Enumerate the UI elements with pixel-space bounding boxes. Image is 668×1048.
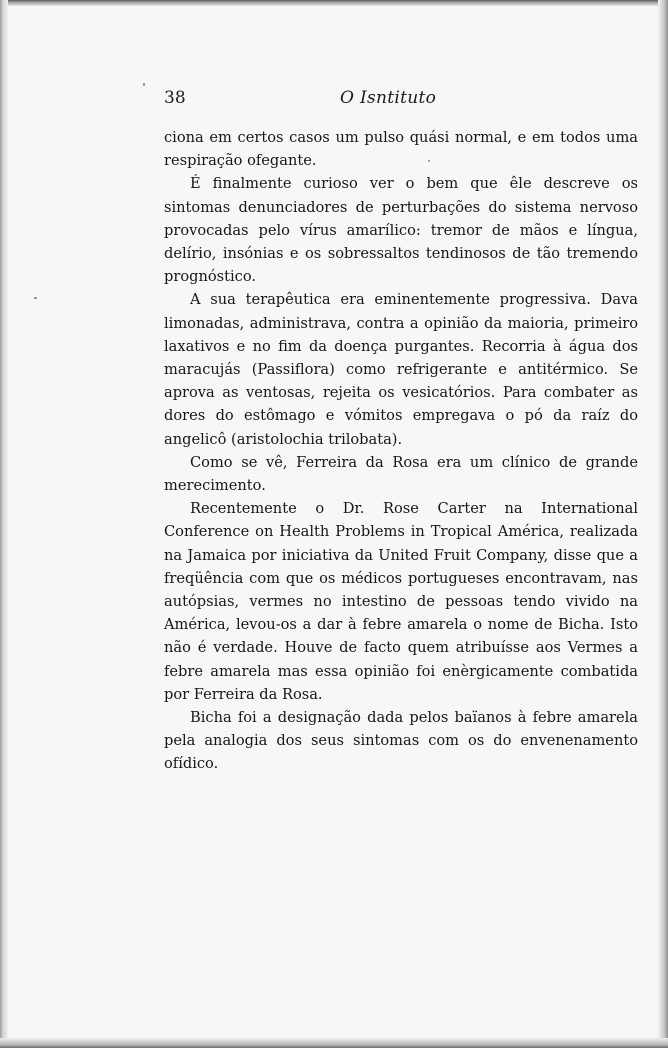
page-top-edge — [0, 0, 668, 6]
paragraph-continuation: ciona em certos casos um pulso quási normal, e em todos uma respiração ofegante. — [164, 129, 638, 170]
running-title: O Isntituto — [340, 88, 437, 108]
paragraph-clinician-merit: Como se vê, Ferreira da Rosa era um clínico de grande merecimento. — [164, 453, 638, 495]
body-text — [164, 126, 638, 776]
page-bottom-edge — [0, 1038, 668, 1048]
paragraph-therapeutics: A sua terapêutica era eminentemente progressiva. Dava limonadas, administrava, contra a opinião da maioria, primeiro laxativos e no fim da doença purgantes. Recorria à água dos maracujás (Passiflora) como refrigerante e antitérmico. Se aprova as ventosas, rejeita os vesicatórios. Para combater as dores do estômago e vómitos empregava o pó da raíz do angelicô (aristolochia trilobata). — [164, 291, 638, 448]
page-right-edge — [658, 0, 668, 1048]
page-left-edge — [0, 0, 8, 1048]
margin-speck — [143, 83, 145, 86]
paragraph-rose-carter: Recentemente o Dr. Rose Carter na International Conference on Health Problems in Tropical América, realizada na Jamaica por iniciativa da United Fruit Company, disse que a freqüência com que os médicos portugueses encontravam, nas autópsias, vermes no intestino de pessoas tendo vivido na América, levou-os a dar à febre amarela o nome de Bicha. Isto não é verdade. Houve de facto quem atribuísse aos Vermes a febre amarela mas essa opinião foi enèrgicamente combatida por Ferreira da Rosa. — [164, 500, 638, 703]
page-number: 38 — [164, 88, 186, 108]
paragraph-bicha-designation: Bicha foi a designação dada pelos baïanos à febre amarela pela analogia dos seus sintomas com os do envenenamento ofídico. — [164, 709, 638, 773]
margin-speck — [34, 297, 37, 299]
page-header — [164, 88, 638, 112]
paragraph-nervous-symptoms: É finalmente curioso ver o bem que êle descreve os sintomas denunciadores de perturbações do sistema nervoso provocadas pelo vírus amarílico: tremor de mãos e língua, delírio, insónias e os sobressaltos tendinosos de tão tremendo prognóstico. — [164, 175, 638, 286]
